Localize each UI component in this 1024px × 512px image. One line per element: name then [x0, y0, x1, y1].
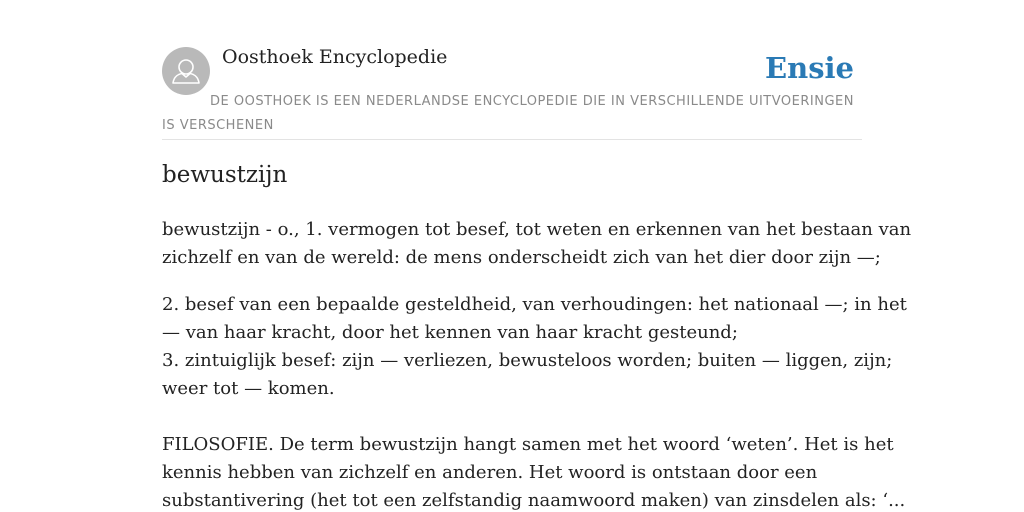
text-line: FILOSOFIE. De term bewustzijn hangt samen met het woord ‘weten’. Het is het	[162, 434, 894, 455]
text-line: kennis hebben van zichzelf en anderen. Het woord is ontstaan door een	[162, 462, 818, 483]
text-line: zichzelf en van de wereld: de mens onderscheidt zich van het dier door zijn —;	[162, 247, 881, 268]
article-title: bewustzijn	[162, 162, 288, 188]
text-line: 2. besef van een bepaalde gesteldheid, van verhoudingen: het nationaal —; in het	[162, 294, 907, 315]
text-line: bewustzijn - o., 1. vermogen tot besef, tot weten en erkennen van het bestaan van	[162, 219, 912, 240]
philosophy-paragraph	[162, 431, 906, 512]
site-tagline: DE OOSTHOEK IS EEN NEDERLANDSE ENCYCLOPEDIE DIE IN VERSCHILLENDE UITVOERINGEN IS VERSCHENEN	[162, 94, 854, 133]
user-icon	[162, 47, 210, 95]
brand-logo-link[interactable]: Ensie	[765, 51, 854, 85]
definition-paragraph-1	[162, 216, 912, 272]
avatar[interactable]	[162, 47, 210, 95]
text-line: — van haar kracht, door het kennen van haar kracht gesteund;	[162, 322, 738, 343]
definition-paragraph-2	[162, 291, 907, 403]
text-line: 3. zintuiglijk besef: zijn — verliezen, bewusteloos worden; buiten — liggen, zijn;	[162, 350, 893, 371]
site-name[interactable]: Oosthoek Encyclopedie	[222, 46, 448, 68]
text-line: substantivering (het tot een zelfstandig naamwoord maken) van zinsdelen als: ‘...	[162, 490, 906, 511]
header-divider	[162, 139, 862, 140]
text-line: weer tot — komen.	[162, 378, 335, 399]
